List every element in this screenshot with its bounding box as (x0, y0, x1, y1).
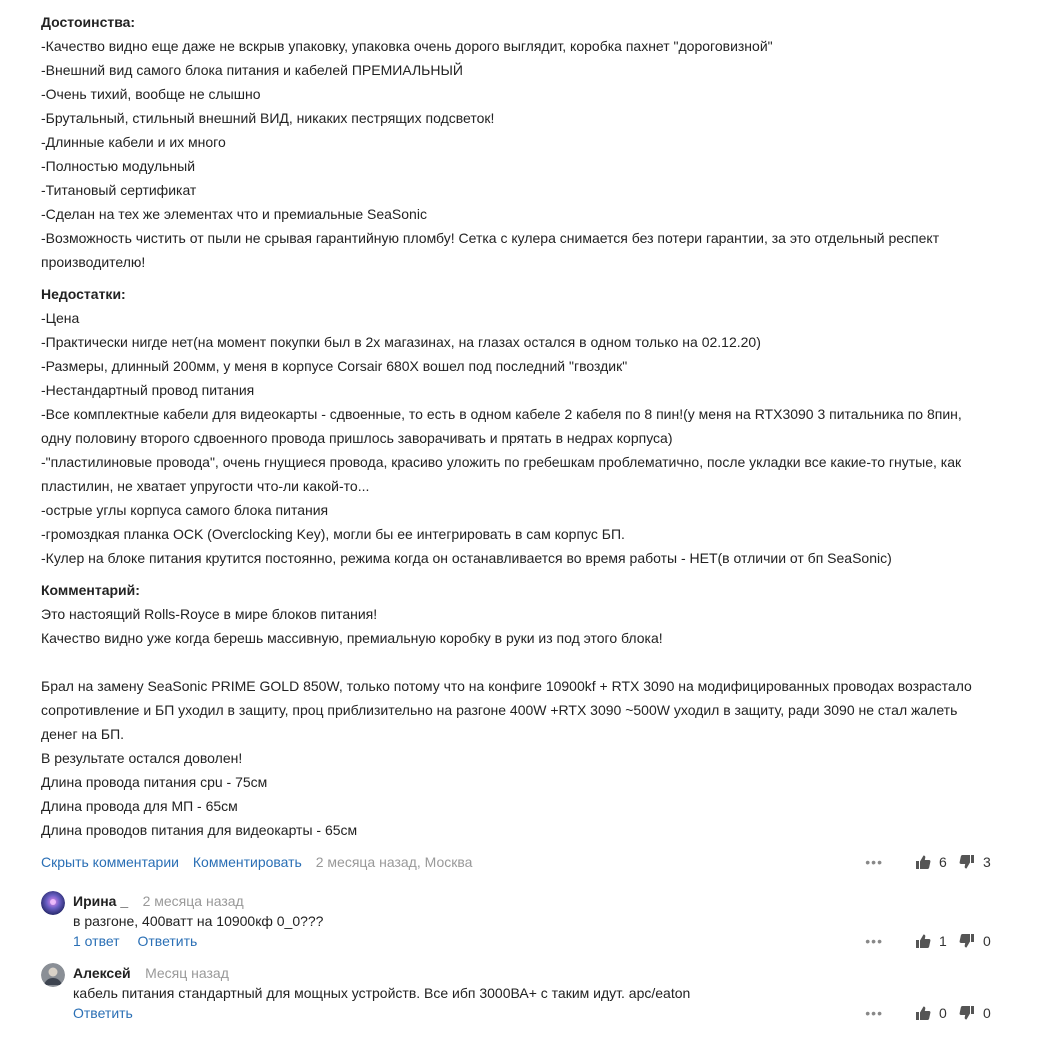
comment-text: кабель питания стандартный для мощных устройств. Все ибп 3000ВА+ с таким идут. apc/eaton (73, 985, 691, 1001)
cons-line: -острые углы корпуса самого блока питания (41, 502, 329, 518)
cons-line: -Нестандартный провод питания (41, 382, 255, 398)
dislike-button[interactable] (959, 931, 991, 951)
pros-line: -Возможность чистить от пыли не срывая гарантийную пломбу! Сетка с кулера снимается без потери гарантии, за это отдельный респект (41, 230, 940, 246)
more-icon[interactable]: ••• (865, 854, 883, 870)
cons-line: -Все комплектные кабели для видеокарты - сдвоенные, то есть в одном кабеле 2 кабеля по 8 пин!(у меня на RTX3090 3 питальника по 8пин, (41, 406, 962, 422)
dislike-button[interactable] (959, 1003, 991, 1023)
pros-list (41, 34, 991, 274)
comment-author[interactable]: Ирина _ (73, 893, 129, 909)
like-count: 1 (939, 933, 947, 949)
dislike-count: 3 (983, 854, 991, 870)
review-meta: 2 месяца назад, Москва (315, 854, 473, 870)
reply-link[interactable]: Ответить (137, 933, 198, 949)
comment-date: 2 месяца назад (142, 893, 244, 909)
like-button[interactable] (915, 850, 947, 874)
pros-line: -Длинные кабели и их много (41, 134, 226, 150)
comment-actions (73, 931, 991, 951)
comment-line: Это настоящий Rolls-Royce в мире блоков питания! (41, 606, 378, 622)
avatar[interactable] (41, 891, 65, 915)
reply-link[interactable]: Ответить (73, 1005, 133, 1021)
cons-line: -Цена (41, 310, 80, 326)
comment-body (73, 963, 991, 1023)
cons-line: одну половину второго сдвоенного провода пришлось заворачивать и прятать в недрах корпуса) (41, 430, 673, 446)
comment-line: Качество видно уже когда берешь массивную, премиальную коробку в руки из под этого блока! (41, 630, 663, 646)
comment-line: Длина провода питания cpu - 75см (41, 774, 268, 790)
comment-author[interactable]: Алексей (73, 965, 131, 981)
cons-title: Недостатки: (41, 286, 126, 302)
comment-header (73, 963, 991, 983)
cons-line: -Кулер на блоке питания крутится постоянно, режима когда он останавливается во время работы - НЕТ(в отличии от бп SeaSonic) (41, 550, 892, 566)
review-actions (41, 850, 991, 874)
comment-line: Длина проводов питания для видеокарты - 65см (41, 822, 358, 838)
comment-date: Месяц назад (145, 965, 229, 981)
comment-body (73, 891, 991, 951)
cons-list (41, 306, 991, 570)
like-button[interactable] (915, 931, 947, 951)
comment-line: денег на БП. (41, 726, 125, 742)
comment-text: в разгоне, 400ватт на 10900кф 0_0??? (73, 913, 324, 929)
pros-line: производителю! (41, 254, 146, 270)
replies-link[interactable]: 1 ответ (73, 933, 120, 949)
thumb-up-icon (915, 1005, 931, 1021)
dislike-count: 0 (983, 1005, 991, 1021)
comment-line: Длина провода для МП - 65см (41, 798, 238, 814)
cons-line: -"пластилиновые провода", очень гнущиеся провода, красиво уложить по гребешкам проблематично, после укладки все какие-то гнутые, как (41, 454, 962, 470)
more-icon[interactable]: ••• (865, 933, 883, 949)
comment-votes (865, 931, 991, 951)
comment-line: сопротивление и БП уходил в защиту, проц приблизительно на разгоне 400W +RTX 3090 ~500W уходил в защиту, ради 3090 не стал жалеть (41, 702, 958, 718)
cons-line: пластилин, не хватает упругости что-ли какой-то... (41, 478, 370, 494)
like-count: 0 (939, 1005, 947, 1021)
like-count: 6 (939, 854, 947, 870)
comment-header (73, 891, 991, 911)
add-comment-link[interactable]: Комментировать (192, 854, 302, 870)
comment-title: Комментарий: (41, 582, 140, 598)
thumb-up-icon (915, 854, 931, 870)
comment-actions (73, 1003, 991, 1023)
thumb-down-icon (959, 1005, 975, 1021)
cons-line: -Размеры, длинный 200мм, у меня в корпусе Corsair 680X вошел под последний "гвоздик" (41, 358, 628, 374)
comment-line: Брал на замену SeaSonic PRIME GOLD 850W, только потому что на конфиге 10900kf + RTX 3090 на модифицированных проводах возрастало (41, 678, 972, 694)
comment-text (41, 602, 991, 842)
review-body (41, 10, 991, 842)
hide-comments-link[interactable]: Скрыть комментарии (41, 854, 179, 870)
comment-votes (865, 1003, 991, 1023)
review-votes (865, 850, 991, 874)
cons-line: -громоздкая планка OCK (Overclocking Key), могли бы ее интегрировать в сам корпус БП. (41, 526, 625, 542)
pros-line: -Очень тихий, вообще не слышно (41, 86, 261, 102)
thumb-up-icon (915, 933, 931, 949)
more-icon[interactable]: ••• (865, 1005, 883, 1021)
pros-line: -Качество видно еще даже не вскрыв упаковку, упаковка очень дорого выглядит, коробка пахнет "дороговизной" (41, 38, 773, 54)
avatar[interactable] (41, 963, 65, 987)
pros-line: -Брутальный, стильный внешний ВИД, никаких пестрящих подсветок! (41, 110, 495, 126)
cons-line: -Практически нигде нет(на момент покупки был в 2х магазинах, на глазах остался в одном только на 02.12.20) (41, 334, 761, 350)
thumb-down-icon (959, 933, 975, 949)
comment-line: В результате остался доволен! (41, 750, 243, 766)
thumb-down-icon (959, 854, 975, 870)
pros-line: -Внешний вид самого блока питания и кабелей ПРЕМИАЛЬНЫЙ (41, 62, 463, 78)
pros-line: -Полностью модульный (41, 158, 196, 174)
dislike-button[interactable] (959, 850, 991, 874)
pros-title: Достоинства: (41, 14, 136, 30)
like-button[interactable] (915, 1003, 947, 1023)
pros-line: -Сделан на тех же элементах что и премиальные SeaSonic (41, 206, 427, 222)
pros-line: -Титановый сертификат (41, 182, 197, 198)
dislike-count: 0 (983, 933, 991, 949)
